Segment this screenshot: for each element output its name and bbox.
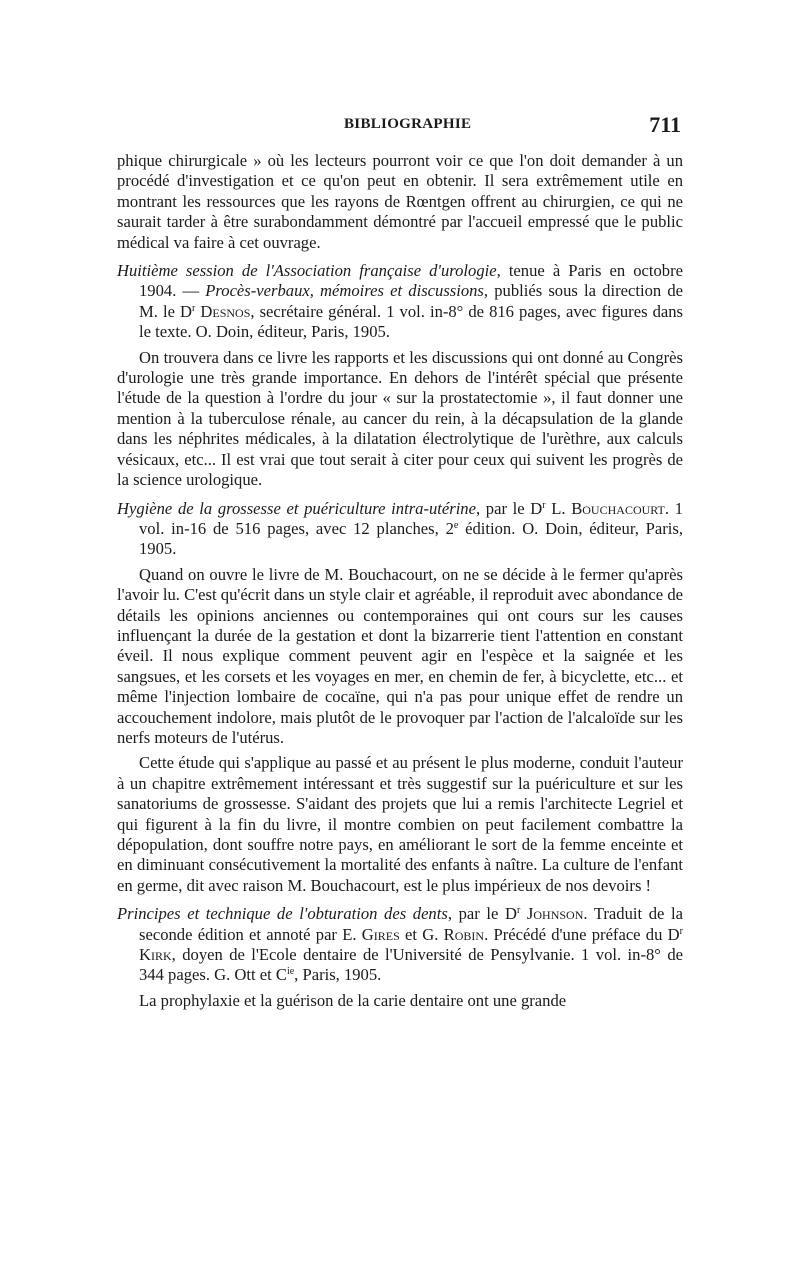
bibliography-entry-hygiene — [117, 499, 683, 560]
review-paragraph: Quand on ouvre le livre de M. Bouchacourt, on ne se décide à le fermer qu'après l'avoir lu. C'est qu'écrit dans un style clair et agréable, il reproduit avec abondance de détails les opinions anciennes ou contemporaines qui ont cours sur les causes influençant la durée de la gestation et dont la bizarrerie tient l'attention en constant éveil. Il nous explique comment peuvent agir en l'espèce et la saignée et les sangsues, et les corsets et les voyages en mer, en chemin de fer, à bicyclette, etc... et même l'injection lombaire de cocaïne, qui n'a pas pour unique effet de rendre un accouchement indolore, mais plutôt de le provoquer par l'action de l'alcaloïde sur les nerfs moteurs de l'utérus. — [117, 564, 683, 747]
review-paragraph: Cette étude qui s'applique au passé et au présent le plus moderne, conduit l'auteur à un chapitre extrêmement intéressant et très suggestif sur la puériculture et sur les sanatoriums de grossesse. S'aidant des projets que lui a remis l'architecte Legriel et qui figurent à la fin du livre, il montre combien on peut facilement combattre la dépopulation, dont souffre notre pays, en améliorant le sort de la femme enceinte et en diminuant consécutivement la mortalité des enfants à naître. La culture de l'enfant en germe, dit avec raison M. Bouchacourt, est le plus impérieux de nos devoirs ! — [117, 753, 683, 895]
entry-text: , secrétaire général. 1 vol. in-8° de 816 pages, avec figures dans le texte. O. Doin, éditeur, Paris, 1905. — [139, 301, 683, 342]
entry-title: Hygiène de la grossesse et puériculture intra-utérine — [117, 498, 476, 518]
entry-text: . Précédé d'une préface du D — [484, 924, 680, 944]
review-paragraph: On trouvera dans ce livre les rapports et les discussions qui ont donné au Congrès d'urologie une très grande importance. En dehors de l'intérêt spécial que présente l'étude de la question à l'ordre du jour « sur la prostatectomie », il faut donner une mention à la tuberculose rénale, au cancer du rein, à la décapsulation de la glande dans les néphrites médicales, à la dilatation électrolytique de l'urèthre, aux calculs vésicaux, etc... Il est vrai que tout serait à citer pour ceux qui suivent les progrès de la science urologique. — [117, 347, 683, 490]
entry-text: édition. O. Doin, éditeur, Paris, 1905. — [139, 518, 683, 559]
entry-text: . Traduit de la seconde édition et annoté par E. — [139, 904, 683, 944]
author-name: Kirk — [139, 945, 172, 965]
entry-text: . 1 vol. in-16 de 516 pages, avec 12 planches, 2 — [139, 498, 683, 538]
author-name: Desnos — [200, 301, 251, 321]
page-body — [117, 151, 683, 1011]
entry-text: , publiés sous la direction de M. le D — [139, 281, 684, 321]
entry-title: Principes et technique de l'obturation des dents — [117, 904, 448, 924]
entry-text: , Paris, 1905. — [294, 965, 382, 985]
entry-text: , doyen de l'Ecole dentaire de l'Université de Pensylvanie. 1 vol. in-8° de 344 pages. G. Ott et C — [139, 945, 683, 985]
entry-text: et G. — [399, 924, 444, 944]
bibliography-entry-obturation — [117, 904, 683, 986]
superscript: e — [453, 519, 459, 531]
entry-text: , par le D — [475, 498, 543, 518]
entry-title: Huitième session de l'Association française d'urologie — [117, 261, 497, 281]
bibliography-entry-urologie — [117, 261, 683, 343]
author-name: Bouchacourt — [571, 498, 665, 518]
superscript: ie — [286, 966, 295, 978]
superscript: r — [679, 925, 683, 937]
paragraph-continued: phique chirurgicale » où les lecteurs pourront voir ce que l'on doit demander à un procédé d'investigation et ce qu'on peut en obtenir. Il sera extrêmement utile en montrant les ressources que les rayons de Rœntgen offrent au chirurgien, ce qui ne saurait tarder à être surabondamment démontré par l'accueil empressé que le public médical va faire à cet ouvrage. — [117, 151, 683, 252]
entry-text: L. — [545, 498, 572, 518]
superscript: r — [191, 302, 196, 314]
running-title: BIBLIOGRAPHIE — [344, 116, 472, 132]
superscript: r — [542, 499, 546, 511]
author-name: Gires — [361, 924, 400, 944]
entry-text: , par le D — [447, 904, 517, 924]
author-name: Robin — [443, 924, 485, 944]
superscript: r — [516, 905, 521, 917]
author-name: Johnson — [526, 904, 584, 924]
page-number: 711 — [649, 112, 681, 137]
review-paragraph: La prophylaxie et la guérison de la carie dentaire ont une grande — [139, 990, 567, 1010]
entry-subtitle: Procès-verbaux, mémoires et discussions — [205, 281, 484, 301]
entry-text: , tenue à Paris en octobre 1904. — — [139, 261, 683, 301]
page-header — [0, 112, 800, 142]
